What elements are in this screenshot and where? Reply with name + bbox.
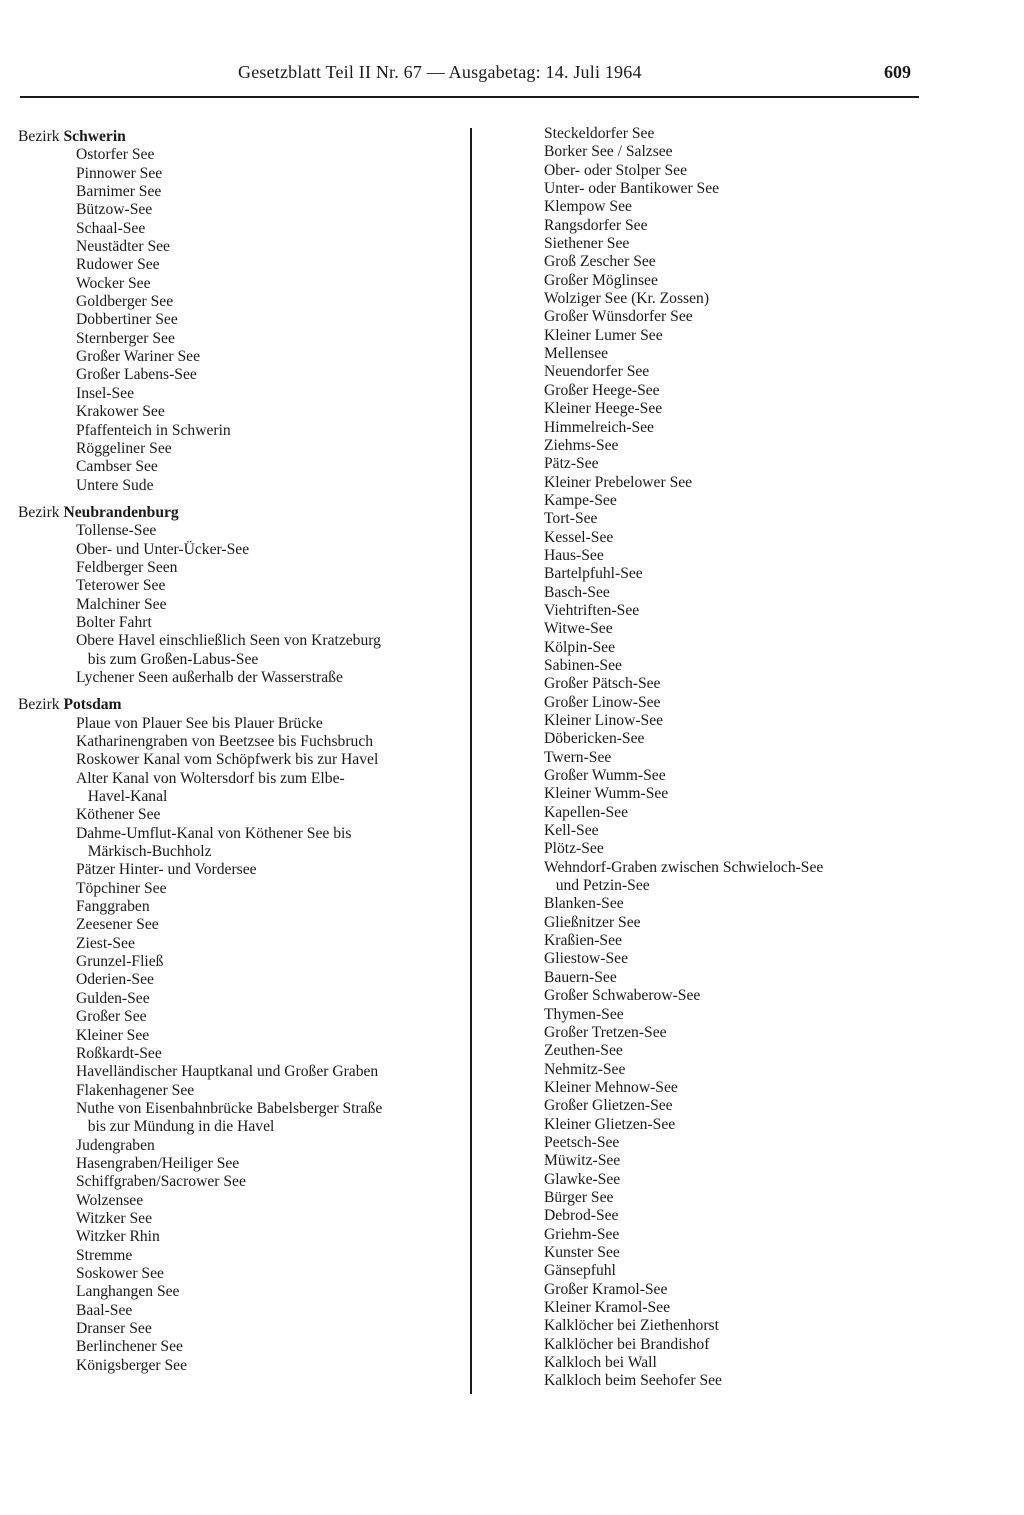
water-entry: Pfaffenteich in Schwerin: [76, 421, 231, 439]
water-entry: Gulden-See: [76, 989, 150, 1007]
water-entry: Kleiner Linow-See: [544, 712, 664, 729]
water-list: [18, 715, 468, 1375]
water-entry: Flakenhagener See: [76, 1081, 195, 1099]
water-entry: Tollense-See: [76, 522, 157, 540]
left-column: [18, 128, 468, 1375]
water-entry: Glawke-See: [544, 1170, 621, 1188]
water-entry: Dahme-Umflut-Kanal von Köthener See bis: [76, 824, 352, 842]
water-entry: Bürger See: [544, 1188, 614, 1206]
water-entry: Roskower Kanal vom Schöpfwerk bis zur Havel: [76, 751, 379, 769]
water-entry: Insel-See: [76, 384, 135, 402]
water-entry: Blanken-See: [544, 895, 624, 913]
water-entry: Großer Labens-See: [76, 366, 197, 384]
water-entry: Rudower See: [76, 256, 160, 274]
water-entry: Königsberger See: [76, 1356, 188, 1374]
water-entry: Kraßien-See: [544, 932, 622, 950]
water-entry: Cambser See: [76, 458, 158, 476]
water-entry: Großer Wünsdorfer See: [544, 308, 693, 326]
water-entry: Zeesener See: [76, 916, 159, 934]
water-entry: Zeuthen-See: [544, 1042, 623, 1060]
water-entry: Steckeldorfer See: [544, 125, 655, 142]
water-entry: Judengraben: [76, 1136, 155, 1154]
water-entry: Ostorfer See: [76, 146, 155, 164]
water-entry: Borker See / Salzsee: [544, 143, 673, 161]
water-entry: Kleiner Wumm-See: [544, 785, 669, 803]
water-entry: Großer See: [76, 1008, 147, 1026]
water-entry: Roßkardt-See: [76, 1044, 162, 1062]
water-entry: Rangsdorfer See: [544, 216, 648, 234]
water-entry: Kessel-See: [544, 528, 614, 546]
water-entry: Kapellen-See: [544, 803, 628, 821]
water-entry: Soskower See: [76, 1264, 164, 1282]
water-entry: Witzker Rhin: [76, 1228, 160, 1246]
water-entry: Großer Tretzen-See: [544, 1023, 667, 1041]
gazette-title: Gesetzblatt Teil II Nr. 67 — Ausgabetag: 14. Juli 1964: [238, 62, 642, 82]
water-entry: Nehmitz-See: [544, 1060, 626, 1078]
water-entry: Berlinchener See: [76, 1338, 183, 1356]
district-heading: [18, 504, 468, 522]
water-entry: Krakower See: [76, 403, 165, 421]
right-column: [544, 125, 904, 1391]
water-entry: bis zum Großen-Labus-See: [76, 650, 259, 668]
water-entry: Kalkloch beim Seehofer See: [544, 1372, 722, 1390]
water-entry: Kölpin-See: [544, 638, 616, 656]
water-entry: Bützow-See: [76, 201, 153, 219]
water-entry: Obere Havel einschließlich Seen von Kratzeburg: [76, 632, 381, 650]
water-entry: Mellensee: [544, 345, 609, 363]
water-entry: Kell-See: [544, 822, 599, 840]
water-entry: Kunster See: [544, 1243, 620, 1261]
water-entry: Wocker See: [76, 274, 151, 292]
water-entry: Kleiner Prebelower See: [544, 473, 693, 491]
water-entry: Neuendorfer See: [544, 363, 650, 381]
water-entry: Schaal-See: [76, 219, 146, 237]
water-entry: Thymen-See: [544, 1005, 624, 1023]
water-entry: Großer Möglinsee: [544, 271, 658, 289]
water-entry: Plaue von Plauer See bis Plauer Brücke: [76, 714, 323, 732]
water-entry: Pinnower See: [76, 164, 163, 182]
water-entry: Wolziger See (Kr. Zossen): [544, 290, 710, 308]
district-schwerin: [18, 128, 468, 495]
water-entry: Ober- oder Stolper See: [544, 161, 688, 179]
water-entry: Kleiner Mehnow-See: [544, 1078, 678, 1096]
page-number: 609: [884, 62, 911, 82]
water-entry: Teterower See: [76, 577, 166, 595]
water-entry: Kampe-See: [544, 491, 617, 509]
district-prefix: Bezirk: [18, 696, 60, 714]
water-entry: Bolter Fahrt: [76, 613, 152, 631]
water-entry: Tort-See: [544, 510, 598, 528]
water-entry: Gliestow-See: [544, 950, 629, 968]
water-entry: Märkisch-Buchholz: [76, 843, 212, 861]
water-entry: Witzker See: [76, 1209, 153, 1227]
water-entry: Viehtriften-See: [544, 601, 640, 619]
water-entry: Ober- und Unter-Ücker-See: [76, 540, 250, 558]
water-entry: Nuthe von Eisenbahnbrücke Babelsberger Straße: [76, 1099, 383, 1117]
water-entry: Großer Linow-See: [544, 693, 661, 711]
water-entry: Kalklöcher bei Brandishof: [544, 1335, 710, 1353]
water-entry: Plötz-See: [544, 840, 604, 858]
water-entry: Röggeliner See: [76, 439, 172, 457]
water-entry: Dobbertiner See: [76, 311, 178, 329]
water-entry: Großer Glietzen-See: [544, 1097, 673, 1115]
water-entry: Köthener See: [76, 806, 161, 824]
water-entry: und Petzin-See: [544, 877, 650, 895]
water-entry: Töpchiner See: [76, 879, 167, 897]
water-entry: Kleiner Lumer See: [544, 326, 663, 344]
district-name: Schwerin: [63, 128, 126, 145]
water-entry: Peetsch-See: [544, 1133, 620, 1151]
water-entry: Kleiner See: [76, 1026, 150, 1044]
water-entry: Bauern-See: [544, 968, 617, 986]
water-entry: Langhangen See: [76, 1283, 180, 1301]
water-entry: Kalklöcher bei Ziethenhorst: [544, 1317, 719, 1335]
water-entry: Großer Schwaberow-See: [544, 987, 701, 1005]
water-entry: Havel-Kanal: [76, 788, 168, 806]
water-entry: Bartelpfuhl-See: [544, 565, 643, 583]
water-entry: Sabinen-See: [544, 656, 622, 674]
water-entry: Kleiner Heege-See: [544, 400, 663, 418]
water-entry: Baal-See: [76, 1301, 133, 1319]
water-entry: bis zur Mündung in die Havel: [76, 1118, 275, 1136]
water-entry: Haus-See: [544, 546, 604, 564]
water-entry: Alter Kanal von Woltersdorf bis zum Elbe-: [76, 769, 345, 787]
district-prefix: Bezirk: [18, 503, 60, 521]
water-entry: Havelländischer Hauptkanal und Großer Graben: [76, 1063, 379, 1081]
water-entry: Lychener Seen außerhalb der Wasserstraße: [76, 668, 343, 686]
water-entry: Großer Wumm-See: [544, 767, 666, 785]
district-name: Neubrandenburg: [63, 503, 179, 521]
water-entry: Feldberger Seen: [76, 558, 178, 576]
district-heading: [18, 696, 468, 714]
water-entry: Ziehms-See: [544, 436, 619, 454]
water-entry: Gänsepfuhl: [544, 1262, 616, 1280]
water-entry: Oderien-See: [76, 971, 154, 989]
district-neubrandenburg: [18, 504, 468, 687]
water-entry: Kalkloch bei Wall: [544, 1354, 657, 1372]
water-entry: Großer Pätsch-See: [544, 675, 661, 693]
water-entry: Malchiner See: [76, 595, 167, 613]
water-entry: Gließnitzer See: [544, 913, 641, 931]
water-entry: Hasengraben/Heiliger See: [76, 1154, 240, 1172]
water-entry: Untere Sude: [76, 476, 154, 494]
water-list-continued: [544, 125, 904, 1391]
district-prefix: Bezirk: [18, 128, 60, 145]
district-heading: [18, 128, 468, 146]
header-rule: [20, 96, 919, 98]
water-entry: Pätzer Hinter- und Vordersee: [76, 861, 257, 879]
water-entry: Kleiner Glietzen-See: [544, 1115, 676, 1133]
water-entry: Klempow See: [544, 198, 632, 216]
water-entry: Pätz-See: [544, 455, 599, 473]
water-entry: Katharinengraben von Beetzsee bis Fuchsbruch: [76, 733, 374, 750]
water-entry: Goldberger See: [76, 293, 174, 311]
water-entry: Grunzel-Fließ: [76, 953, 164, 971]
page-header: [0, 58, 1024, 88]
water-entry: Großer Heege-See: [544, 381, 660, 399]
water-entry: Witwe-See: [544, 620, 613, 638]
water-entry: Himmelreich-See: [544, 418, 654, 436]
water-entry: Ziest-See: [76, 934, 135, 952]
water-entry: Debrod-See: [544, 1207, 619, 1225]
water-entry: Siethener See: [544, 235, 630, 253]
water-entry: Barnimer See: [76, 183, 162, 201]
district-name: Potsdam: [63, 696, 122, 714]
water-entry: Döbericken-See: [544, 730, 645, 748]
water-entry: Müwitz-See: [544, 1152, 621, 1170]
water-entry: Griehm-See: [544, 1225, 620, 1243]
water-entry: Wehndorf-Graben zwischen Schwieloch-See: [544, 858, 824, 876]
water-entry: Twern-See: [544, 748, 612, 766]
water-entry: Sternberger See: [76, 329, 175, 347]
water-entry: Großer Wariner See: [76, 348, 201, 366]
district-potsdam: [18, 696, 468, 1375]
water-entry: Groß Zescher See: [544, 253, 656, 271]
water-entry: Dranser See: [76, 1320, 152, 1337]
water-entry: Wolzensee: [76, 1191, 144, 1209]
water-entry: Stremme: [76, 1246, 133, 1264]
water-entry: Kleiner Kramol-See: [544, 1299, 670, 1316]
water-list: [18, 522, 468, 687]
water-entry: Fanggraben: [76, 898, 150, 916]
water-entry: Neustädter See: [76, 238, 170, 256]
column-divider: [470, 128, 472, 1394]
water-entry: Großer Kramol-See: [544, 1280, 668, 1298]
water-list: [18, 146, 468, 495]
water-entry: Basch-See: [544, 583, 610, 601]
water-entry: Unter- oder Bantikower See: [544, 180, 720, 198]
water-entry: Schiffgraben/Sacrower See: [76, 1173, 246, 1191]
